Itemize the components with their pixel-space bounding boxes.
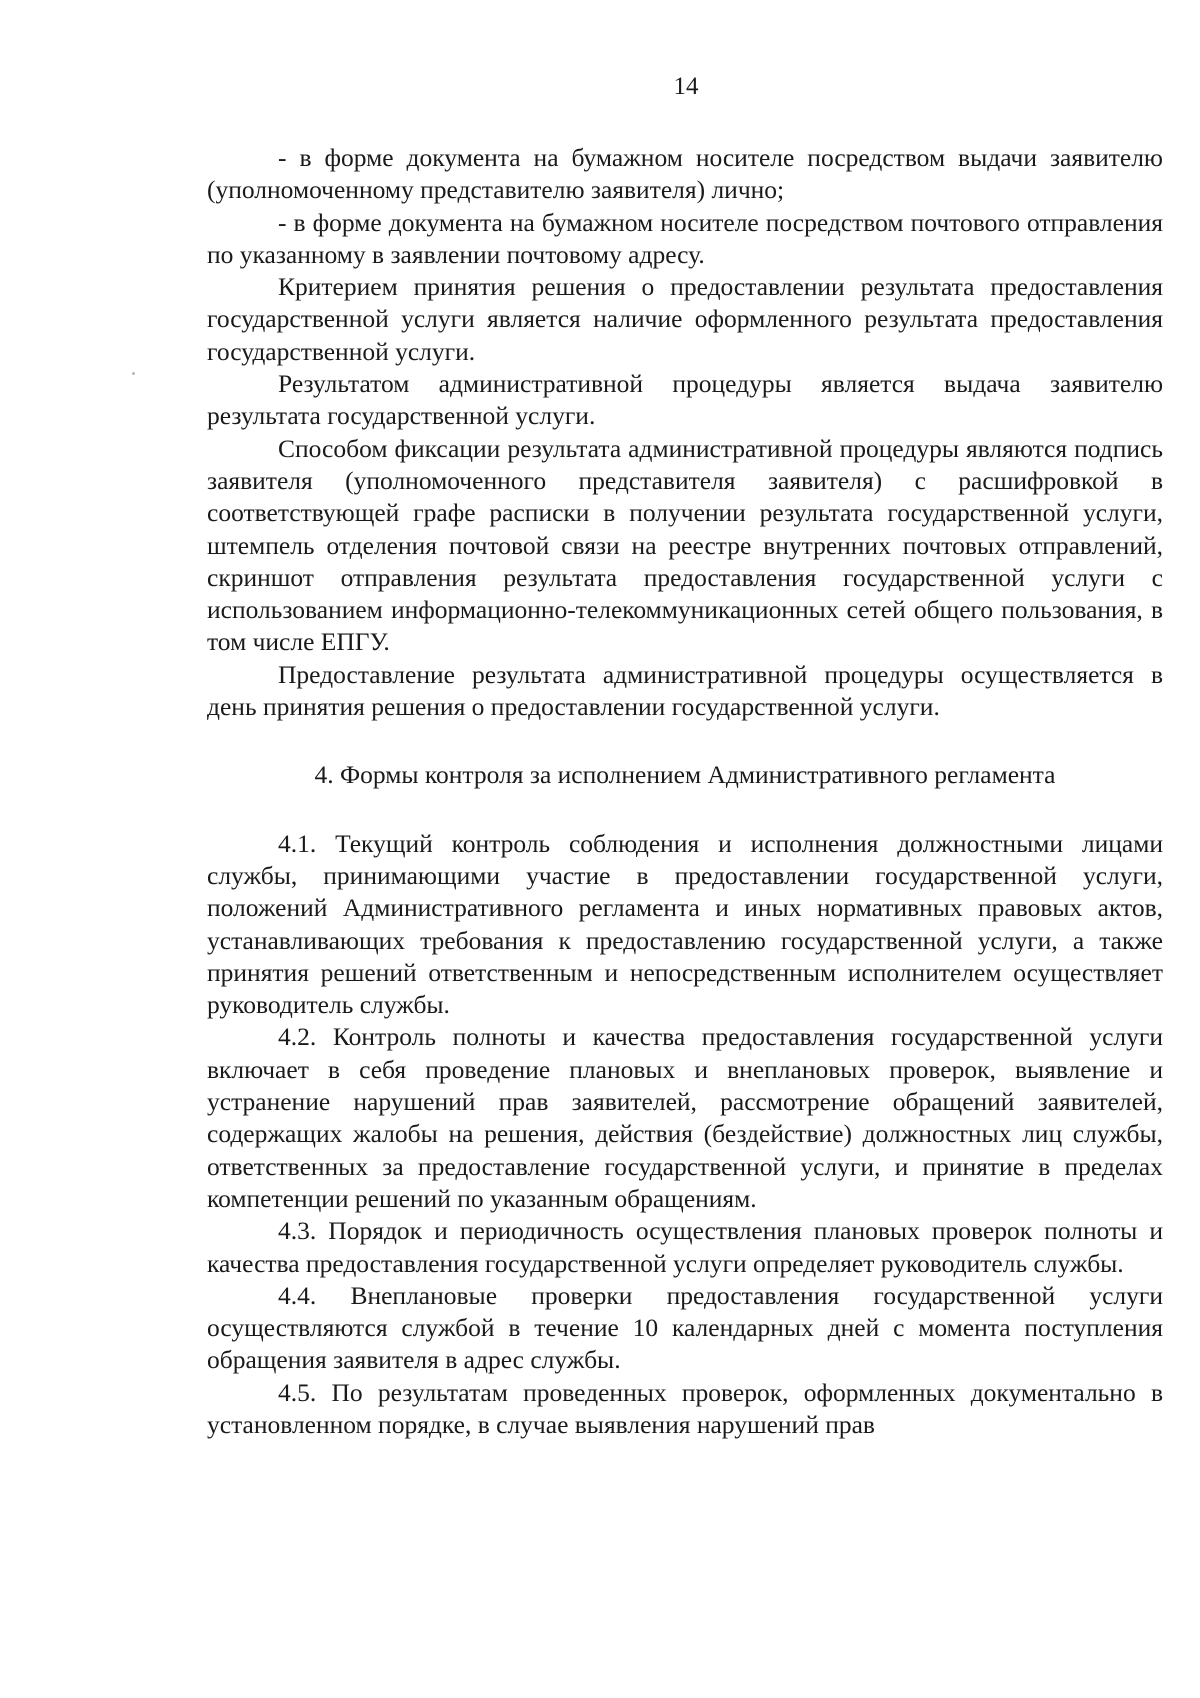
- paragraph: Результатом административной процедуры является выдача заявителю результата государственной услуги.: [207, 369, 1163, 431]
- scan-artifact: [132, 372, 135, 375]
- paragraph: - в форме документа на бумажном носителе посредством выдачи заявителю (уполномоченному представителю заявителя) лично;: [207, 143, 1163, 205]
- paragraph: Способом фиксации результата административной процедуры являются подпись заявителя (уполномоченного представителя заявителя) с расшифровкой в соответствующей графе расписки в получении результата государственной услуги, штемпель отделения почтовой связи на реестре внутренних почтовых отправлений, скриншот отправления результата предоставления государственной услуги с использованием информационно-телекоммуникационных сетей общего пользования, в том числе ЕПГУ.: [207, 433, 1163, 657]
- paragraph: Предоставление результата административной процедуры осуществляется в день принятия решения о предоставлении государственной услуги.: [207, 659, 1163, 722]
- paragraph: 4.4. Внеплановые проверки предоставления государственной услуги осуществляются службой в течение 10 календарных дней с момента поступления обращения заявителя в адрес службы.: [207, 1280, 1163, 1375]
- paragraph: Критерием принятия решения о предоставлении результата предоставления государственной услуги является наличие оформленного результата предоставления государственной услуги.: [207, 272, 1163, 366]
- page-number: 14: [673, 73, 699, 100]
- document-body: [207, 142, 1163, 1441]
- paragraph: 4.2. Контроль полноты и качества предоставления государственной услуги включает в себя проведение плановых и внеплановых проверок, выявление и устранение нарушений прав заявителей, рассмотрение обращений заявителей, содержащих жалобы на решения, действия (бездействие) должностных лиц службы, ответственных за предоставление государственной услуги, и принятие в пределах компетенции решений по указанным обращениям.: [207, 1022, 1163, 1213]
- paragraph: 4.5. По результатам проведенных проверок, оформленных документально в установленном порядке, в случае выявления нарушений прав: [207, 1377, 1163, 1439]
- paragraph: 4.1. Текущий контроль соблюдения и исполнения должностными лицами службы, принимающими участие в предоставлении государственной услуги, положений Административного регламента и иных нормативных правовых актов, устанавливающих требования к предоставлению государственной услуги, а также принятия решений ответственным и непосредственным исполнителем осуществляет руководитель службы.: [207, 828, 1163, 1020]
- paragraph: - в форме документа на бумажном носителе посредством почтового отправления по указанному в заявлении почтовому адресу.: [207, 207, 1163, 269]
- section-heading: 4. Формы контроля за исполнением Административного регламента: [314, 760, 1056, 790]
- paragraph: 4.3. Порядок и периодичность осуществления плановых проверок полноты и качества предоставления государственной услуги определяет руководитель службы.: [207, 1216, 1163, 1278]
